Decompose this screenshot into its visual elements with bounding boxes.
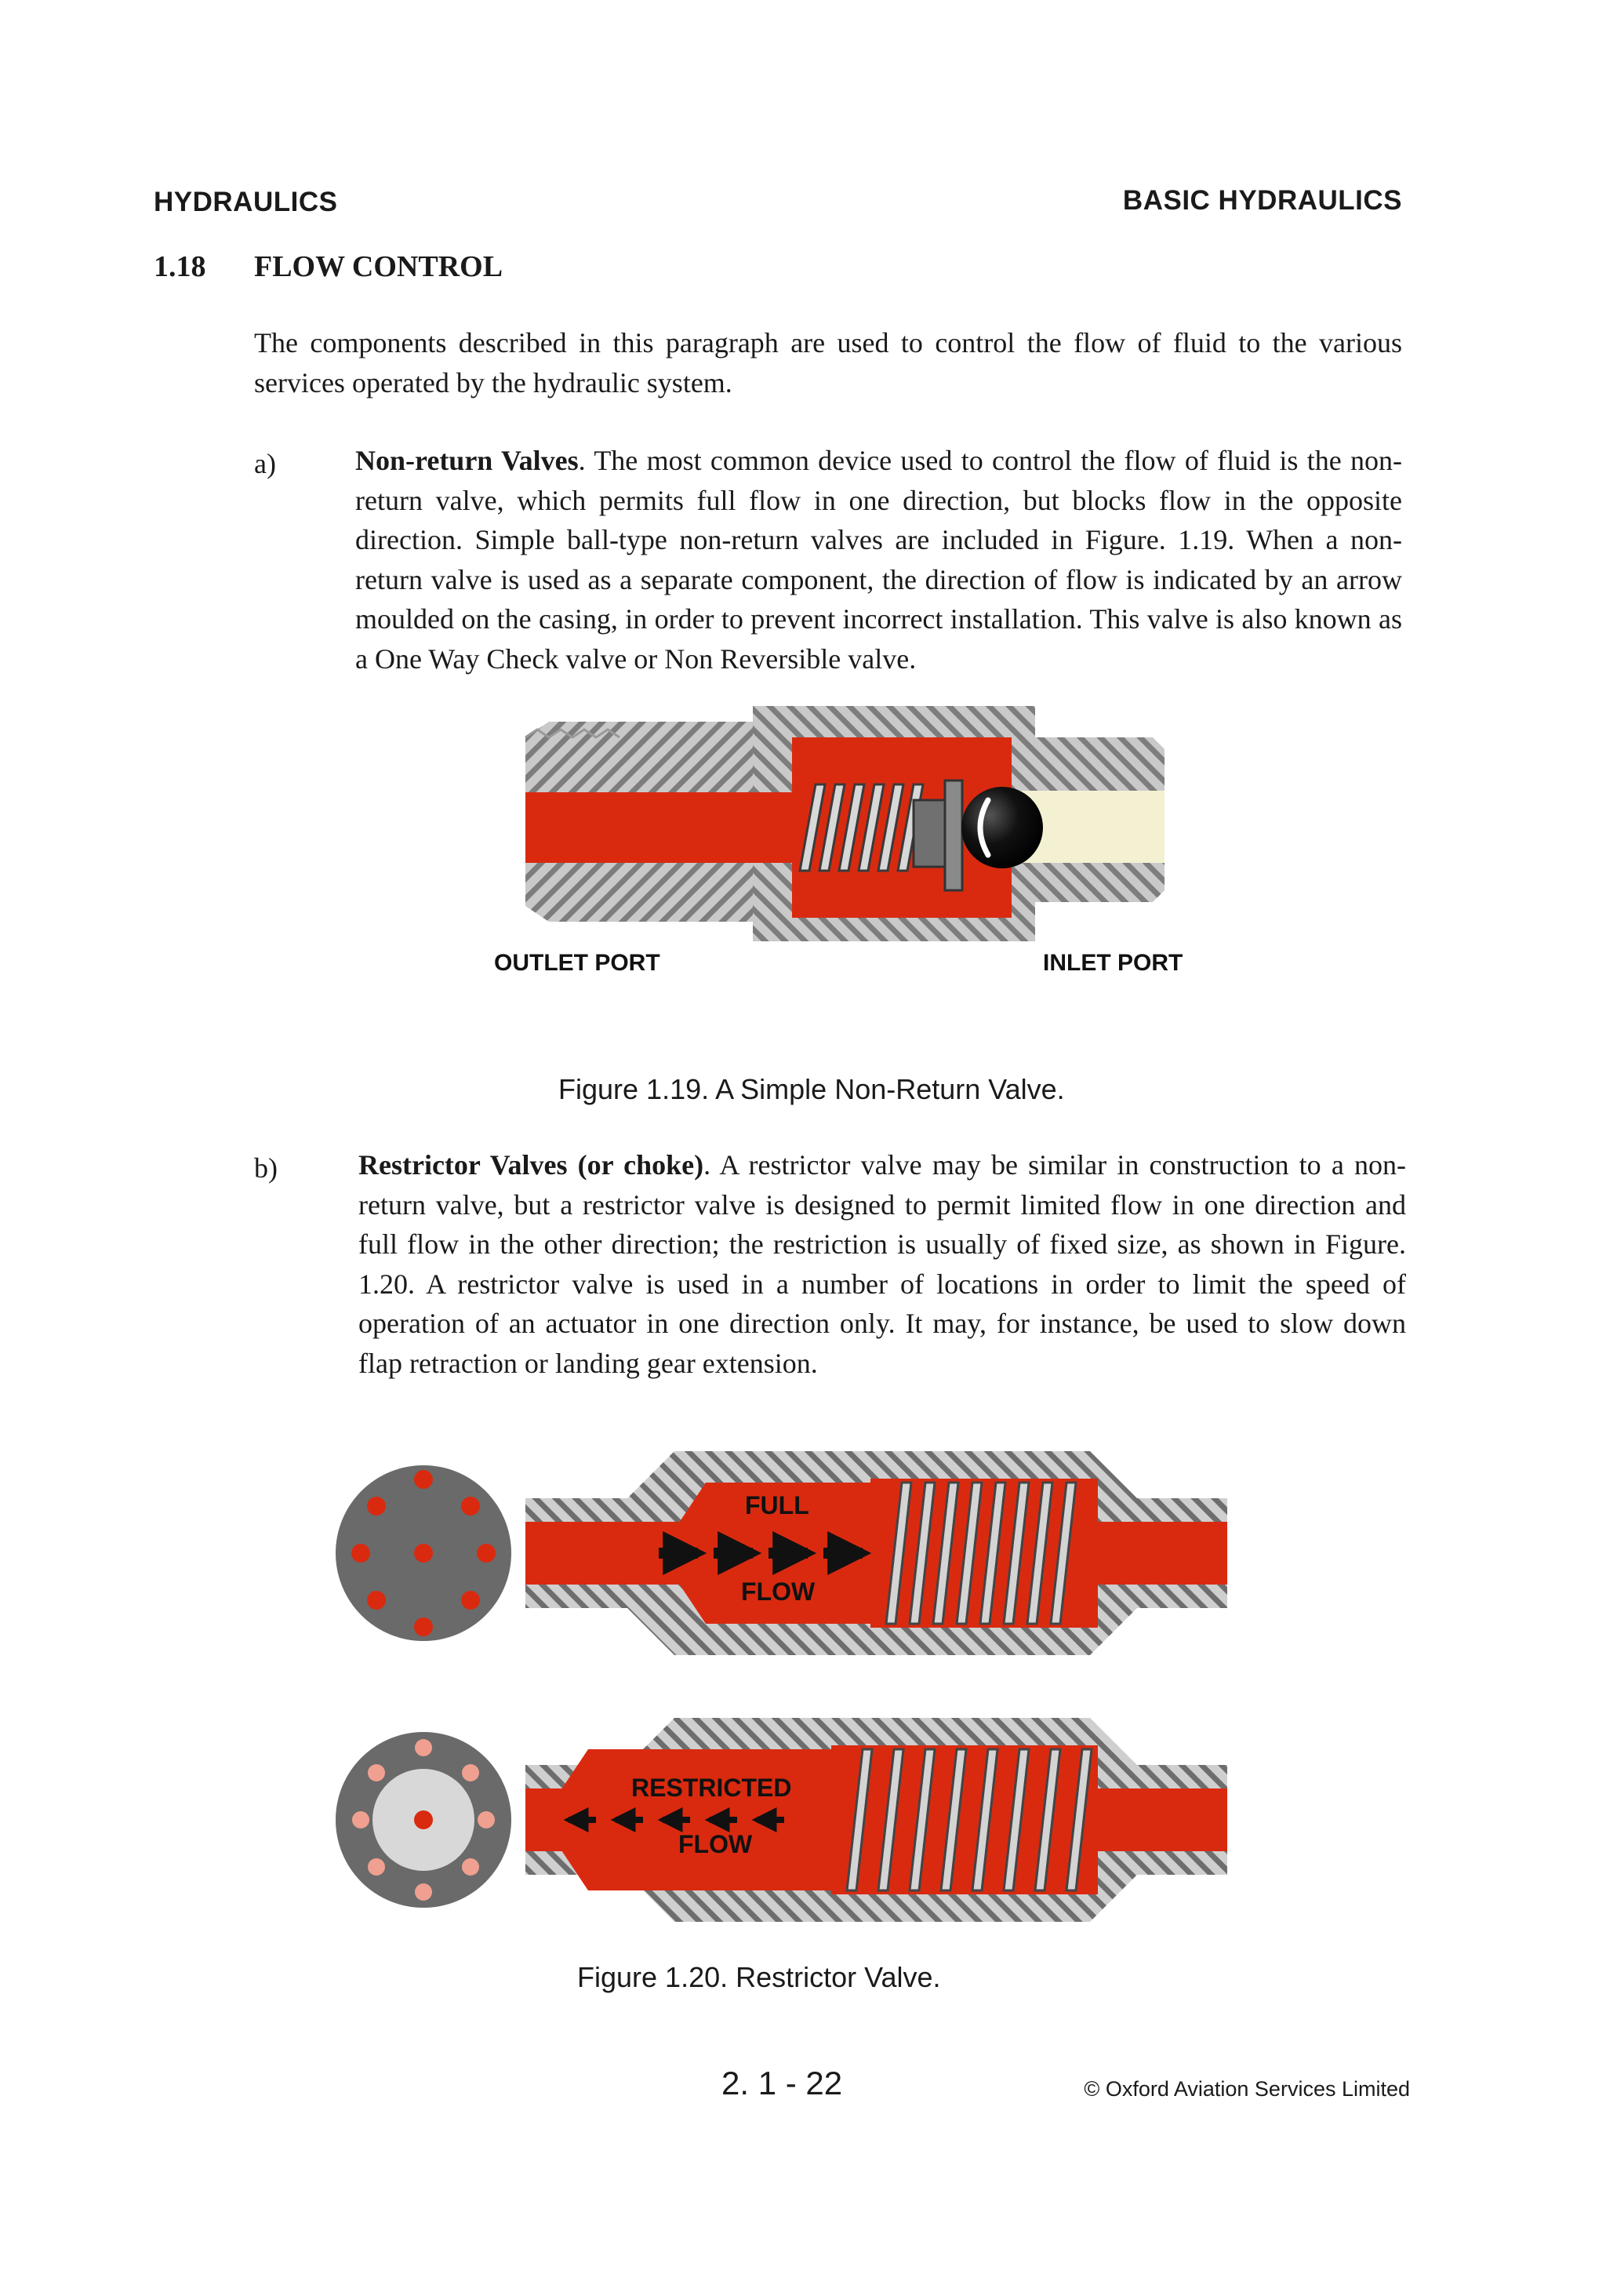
restricted-flow-label-line2: FLOW [678, 1830, 753, 1858]
copyright-notice: © Oxford Aviation Services Limited [1084, 2077, 1410, 2101]
check-ball-icon [961, 787, 1043, 868]
item-a-paragraph [355, 441, 1402, 679]
full-flow-label-line1: FULL [745, 1491, 809, 1519]
item-b-text: . A restrictor valve may be similar in construction to a non-return valve, but a restrictor valve is designed to permit limited flow in one direction and full flow in the other direction; the restriction is usually of fixed size, as shown in Figure. 1.20. A restrictor valve is used in a number of locations in order to limit the speed of operation of an actuator in one direction only. It may, for instance, be used to slow down flap retraction or landing gear extension. [358, 1149, 1407, 1379]
running-header-right: BASIC HYDRAULICS [1122, 185, 1402, 216]
item-a-text: . The most common device used to control the flow of fluid is the non-return valve, which permits full flow in one direction, but blocks flow in the opposite direction. Simple ball-type non-return valves are included in Figure. 1.19. When a non-return valve is used as a separate component, the direction of flow is indicated by an arrow moulded on the casing, in order to prevent incorrect installation. This valve is also known as a One Way Check valve or Non Reversible valve. [355, 445, 1402, 675]
section-intro: The components described in this paragraph are used to control the flow of fluid to the various services operated by the hydraulic system. [254, 327, 1402, 398]
item-a-marker: a) [254, 448, 276, 479]
full-flow-end-view [336, 1465, 511, 1641]
section-number: 1.18 [154, 250, 206, 283]
item-b-marker: b) [254, 1152, 278, 1184]
restricted-flow-label-line1: RESTRICTED [631, 1774, 792, 1802]
valve-poppet-plate [945, 780, 962, 890]
item-b-paragraph [358, 1145, 1406, 1383]
full-flow-label-line2: FLOW [741, 1577, 816, 1606]
figure-19-caption: Figure 1.19. A Simple Non-Return Valve. [558, 1073, 1065, 1105]
full-flow-section [525, 1451, 1227, 1655]
item-a-heading: Non-return Valves [355, 445, 579, 476]
inlet-port-label: INLET PORT [1043, 950, 1183, 976]
figure-20-caption: Figure 1.20. Restrictor Valve. [577, 1961, 941, 1993]
restrictor-valve-diagram [329, 1435, 1247, 1938]
non-return-valve-diagram [471, 690, 1223, 988]
outlet-fluid-channel [525, 792, 792, 863]
page-number: 2. 1 - 22 [721, 2065, 843, 2101]
outlet-port-label: OUTLET PORT [494, 950, 660, 976]
item-b-heading: Restrictor Valves (or choke) [358, 1149, 704, 1181]
restricted-flow-section [525, 1718, 1227, 1922]
section-title: FLOW CONTROL [254, 250, 503, 283]
restricted-flow-end-view [336, 1732, 511, 1908]
running-header-left: HYDRAULICS [154, 187, 338, 217]
